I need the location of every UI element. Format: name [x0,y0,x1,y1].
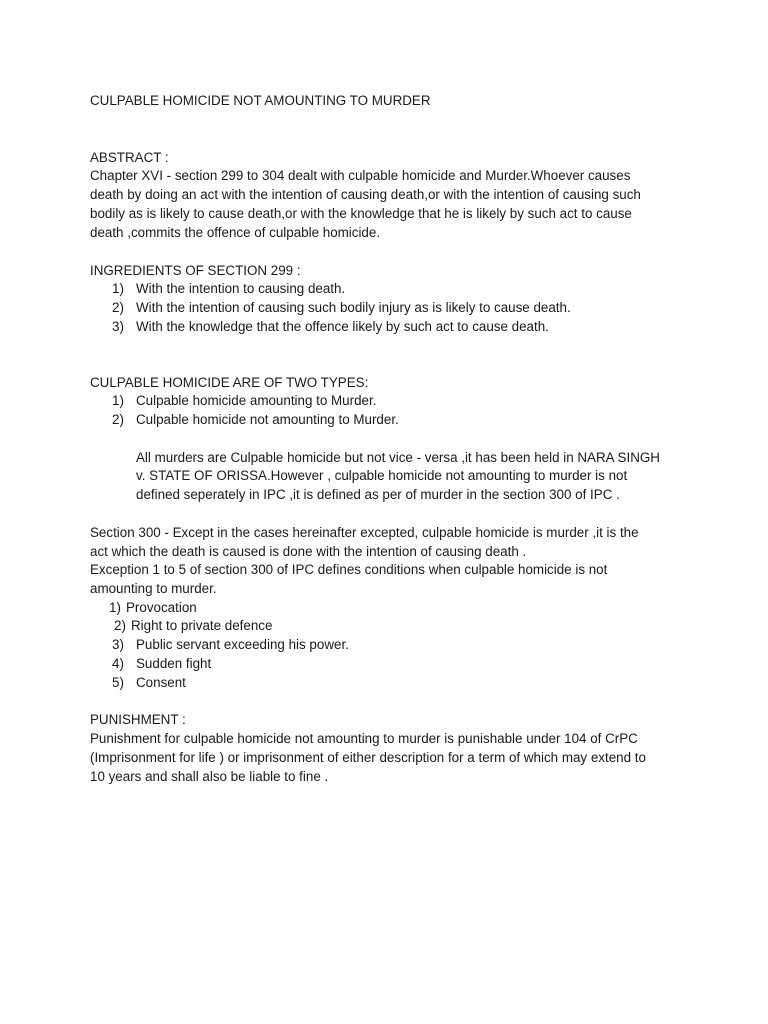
list-number: 4) [112,656,124,671]
types-note-line: defined seperately in IPC ,it is defined as per of murder in the section 300 of IPC . [136,487,620,502]
types-note-line: v. STATE OF ORISSA.However , culpable homicide not amounting to murder is not [136,468,628,483]
punishment-line: (Imprisonment for life ) or imprisonment of either description for a term of which may extend to [90,750,646,765]
ingredient-item: With the intention of causing such bodily injury as is likely to cause death. [136,300,571,315]
abstract-line: Chapter XVI - section 299 to 304 dealt with culpable homicide and Murder.Whoever causes [90,168,631,183]
types-note-line: All murders are Culpable homicide but not vice - versa ,it has been held in NARA SINGH [136,450,660,465]
list-number: 5) [112,675,124,690]
abstract-line: death by doing an act with the intention of causing death,or with the intention of causing such [90,187,641,202]
punishment-heading: PUNISHMENT : [90,712,186,727]
list-number: 1) [112,281,124,296]
type-item: Culpable homicide not amounting to Murder. [136,412,399,427]
punishment-line: 10 years and shall also be liable to fine . [90,769,329,784]
exception-item: Consent [136,675,186,690]
list-number: 2) [112,300,124,315]
abstract-line: death ,commits the offence of culpable homicide. [90,225,381,240]
list-number: 3) [112,637,124,652]
ingredient-item: With the knowledge that the offence likely by such act to cause death. [136,319,549,334]
section300-line: Section 300 - Except in the cases hereinafter excepted, culpable homicide is murder ,it is the [90,525,639,540]
exception-item: Provocation [126,600,197,615]
list-number: 2) [112,412,124,427]
punishment-line: Punishment for culpable homicide not amounting to murder is punishable under 104 of CrPC [90,731,638,746]
exception-item: Right to private defence [131,618,273,633]
list-number: 1) [109,600,121,615]
list-number: 2) [114,618,126,633]
exception-item: Sudden fight [136,656,212,671]
list-number: 1) [112,393,124,408]
ingredients-heading: INGREDIENTS OF SECTION 299 : [90,263,301,278]
document-title: CULPABLE HOMICIDE NOT AMOUNTING TO MURDER [90,93,431,108]
abstract-line: bodily as is likely to cause death,or with the knowledge that he is likely by such act to cause [90,206,632,221]
ingredient-item: With the intention to causing death. [136,281,346,296]
type-item: Culpable homicide amounting to Murder. [136,393,377,408]
section300-line: act which the death is caused is done with the intention of causing death . [90,544,527,559]
section300-line: amounting to murder. [90,581,217,596]
abstract-heading: ABSTRACT : [90,150,169,165]
section300-line: Exception 1 to 5 of section 300 of IPC defines conditions when culpable homicide is not [90,562,608,577]
types-heading: CULPABLE HOMICIDE ARE OF TWO TYPES: [90,375,369,390]
list-number: 3) [112,319,124,334]
exception-item: Public servant exceeding his power. [136,637,349,652]
